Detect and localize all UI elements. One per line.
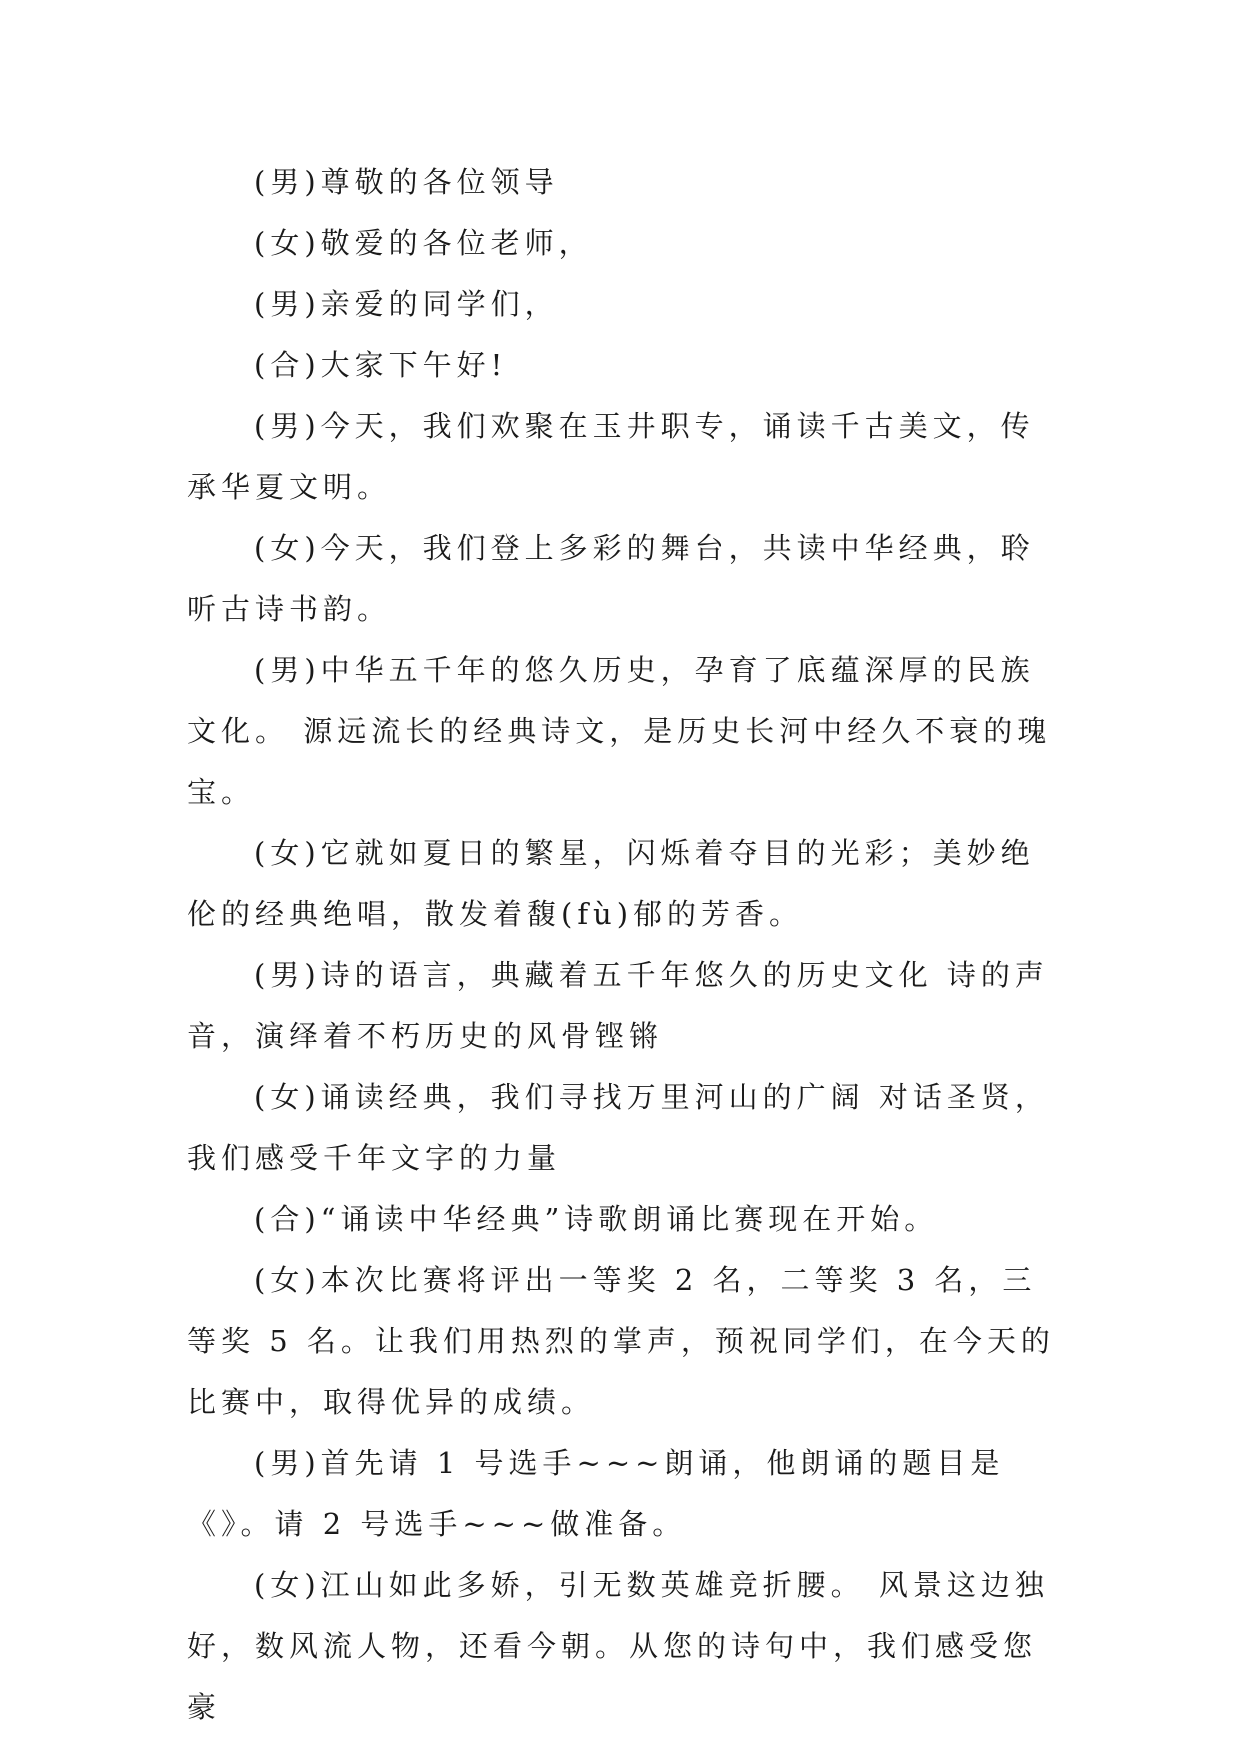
paragraph-2: (女)敬爱的各位老师，	[254, 226, 593, 260]
paragraph-8: (女)它就如夏日的繁星，闪烁着夺目的光彩；美妙绝伦的经典绝唱，散发着馥(fù)郁的芳香。	[187, 836, 1035, 931]
paragraph-1: (男)尊敬的各位领导	[254, 165, 559, 199]
document-body	[187, 152, 1067, 1738]
paragraph-4: (合)大家下午好!	[254, 348, 508, 382]
paragraph-7: (男)中华五千年的悠久历史，孕育了底蕴深厚的民族文化。 源远流长的经典诗文，是历史长河中经久不衰的瑰宝。	[187, 653, 1052, 809]
paragraph-13: (男)首先请 1 号选手~~~朗诵，他朗诵的题目是《》。请 2 号选手~~~做准备。	[187, 1446, 1005, 1541]
paragraph-14: (女)江山如此多娇，引无数英雄竞折腰。 风景这边独好，数风流人物，还看今朝。从您的诗句中，我们感受您豪	[187, 1568, 1049, 1724]
paragraph-6: (女)今天，我们登上多彩的舞台，共读中华经典，聆听古诗书韵。	[187, 531, 1035, 626]
paragraph-3: (男)亲爱的同学们，	[254, 287, 559, 321]
paragraph-9: (男)诗的语言，典藏着五千年悠久的历史文化 诗的声音，演绎着不朽历史的风骨铿锵	[187, 958, 1049, 1053]
paragraph-12: (女)本次比赛将评出一等奖 2 名，二等奖 3 名，三等奖 5 名。让我们用热烈的掌声，预祝同学们，在今天的比赛中，取得优异的成绩。	[187, 1263, 1055, 1419]
paragraph-11: (合)“诵读中华经典”诗歌朗诵比赛现在开始。	[254, 1202, 939, 1236]
paragraph-10: (女)诵读经典，我们寻找万里河山的广阔 对话圣贤，我们感受千年文字的力量	[187, 1080, 1049, 1175]
paragraph-5: (男)今天，我们欢聚在玉井职专，诵读千古美文，传承华夏文明。	[187, 409, 1035, 504]
